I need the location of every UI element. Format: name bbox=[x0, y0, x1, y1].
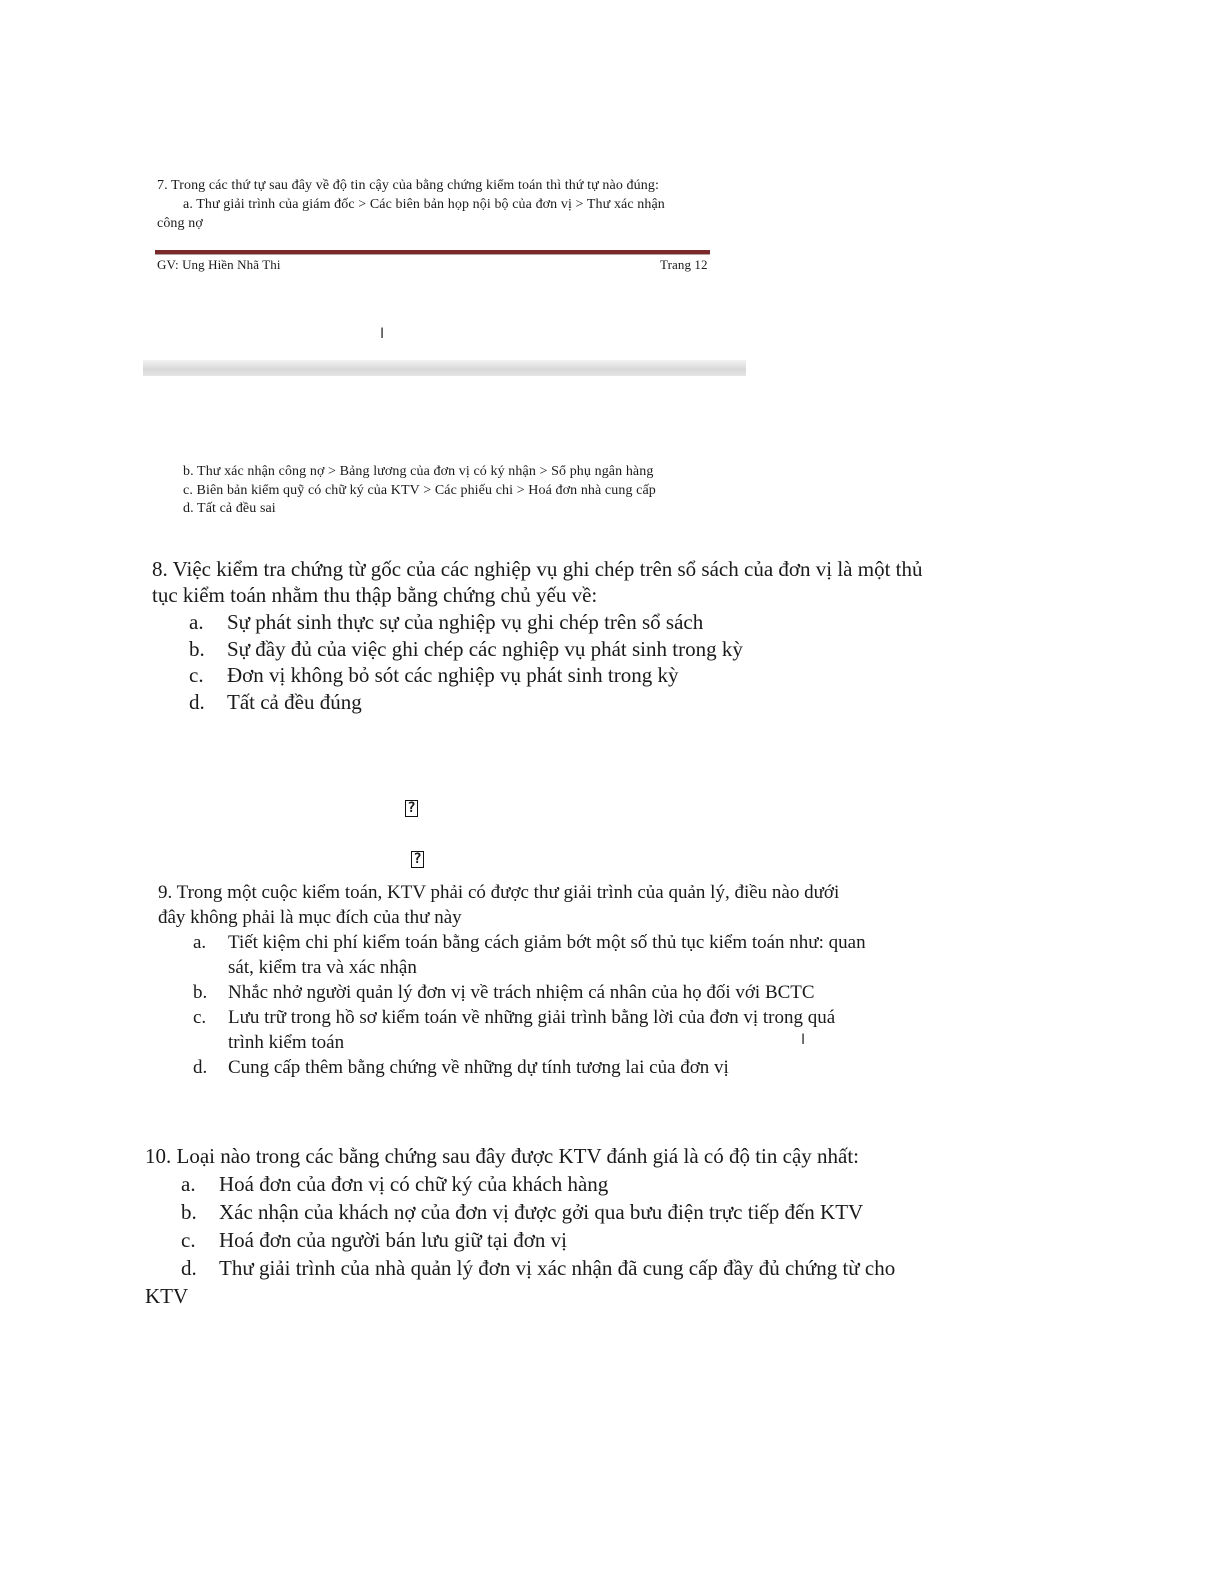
text-cursor-icon: I bbox=[801, 1032, 806, 1048]
q9-option-b: b. Nhắc nhở người quản lý đơn vị về trách nhiệm cá nhân của họ đối với BCTC bbox=[193, 982, 815, 1003]
q7-question: 7. Trong các thứ tự sau đây về độ tin cậy của bằng chứng kiểm toán thì thứ tự nào đúng: bbox=[157, 178, 659, 193]
q10-option-d: d. Thư giải trình của nhà quản lý đơn vị xác nhận đã cung cấp đầy đủ chứng từ cho bbox=[181, 1256, 896, 1280]
q8-option-b: b. Sự đầy đủ của việc ghi chép các nghiệp vụ phát sinh trong kỳ bbox=[189, 637, 743, 661]
footer-teacher: GV: Ung Hiền Nhã Thi bbox=[157, 257, 281, 272]
q10-option-d-cont: KTV bbox=[145, 1284, 189, 1308]
q10-option-a: a. Hoá đơn của đơn vị có chữ ký của khách hàng bbox=[181, 1172, 609, 1196]
q7-option-a-cont: công nợ bbox=[157, 216, 203, 231]
q9-option-c-cont: trình kiểm toán bbox=[228, 1032, 345, 1053]
q10-question: 10. Loại nào trong các bằng chứng sau đây được KTV đánh giá là có độ tin cậy nhất: bbox=[145, 1144, 860, 1168]
q10-option-c: c. Hoá đơn của người bán lưu giữ tại đơn vị bbox=[181, 1228, 567, 1252]
q9-option-a-cont: sát, kiểm tra và xác nhận bbox=[228, 957, 417, 978]
q8-option-d: d. Tất cả đều đúng bbox=[189, 690, 362, 714]
q8-option-a: a. Sự phát sinh thực sự của nghiệp vụ ghi chép trên sổ sách bbox=[189, 610, 704, 634]
q7-option-a: a. Thư giải trình của giám đốc > Các biên bản họp nội bộ của đơn vị > Thư xác nhận bbox=[183, 197, 665, 212]
text-cursor-icon: I bbox=[380, 326, 385, 342]
q9-question: 9. Trong một cuộc kiểm toán, KTV phải có được thư giải trình của quản lý, điều nào dưới bbox=[158, 882, 840, 903]
q8-question: 8. Việc kiểm tra chứng từ gốc của các nghiệp vụ ghi chép trên sổ sách của đơn vị là một thủ bbox=[152, 557, 923, 581]
q7-option-b: b. Thư xác nhận công nợ > Bảng lương của đơn vị có ký nhận > Sổ phụ ngân hàng bbox=[183, 464, 654, 479]
q9-option-d: d. Cung cấp thêm bằng chứng về những dự tính tương lai của đơn vị bbox=[193, 1057, 729, 1078]
q10-option-b: b. Xác nhận của khách nợ của đơn vị được gởi qua bưu điện trực tiếp đến KTV bbox=[181, 1200, 864, 1224]
q7-option-c: c. Biên bản kiểm quỹ có chữ ký của KTV > Các phiếu chi > Hoá đơn nhà cung cấp bbox=[183, 483, 656, 498]
missing-glyph-icon: ? bbox=[411, 851, 424, 868]
page-break-band bbox=[143, 360, 746, 376]
q8-option-c: c. Đơn vị không bỏ sót các nghiệp vụ phát sinh trong kỳ bbox=[189, 663, 679, 687]
q7-option-d: d. Tất cả đều sai bbox=[183, 501, 276, 516]
q9-question-cont: đây không phải là mục đích của thư này bbox=[158, 907, 462, 928]
footer-page-number: Trang 12 bbox=[660, 257, 708, 272]
page-footer-rule-thin bbox=[155, 254, 710, 255]
missing-glyph-icon: ? bbox=[405, 800, 418, 817]
q8-question-cont: tục kiểm toán nhằm thu thập bằng chứng chủ yếu về: bbox=[152, 583, 598, 607]
q9-option-c: c. Lưu trữ trong hồ sơ kiểm toán về những giải trình bằng lời của đơn vị trong quá bbox=[193, 1007, 836, 1028]
q9-option-a: a. Tiết kiệm chi phí kiểm toán bằng cách giảm bớt một số thủ tục kiểm toán như: quan bbox=[193, 932, 866, 953]
